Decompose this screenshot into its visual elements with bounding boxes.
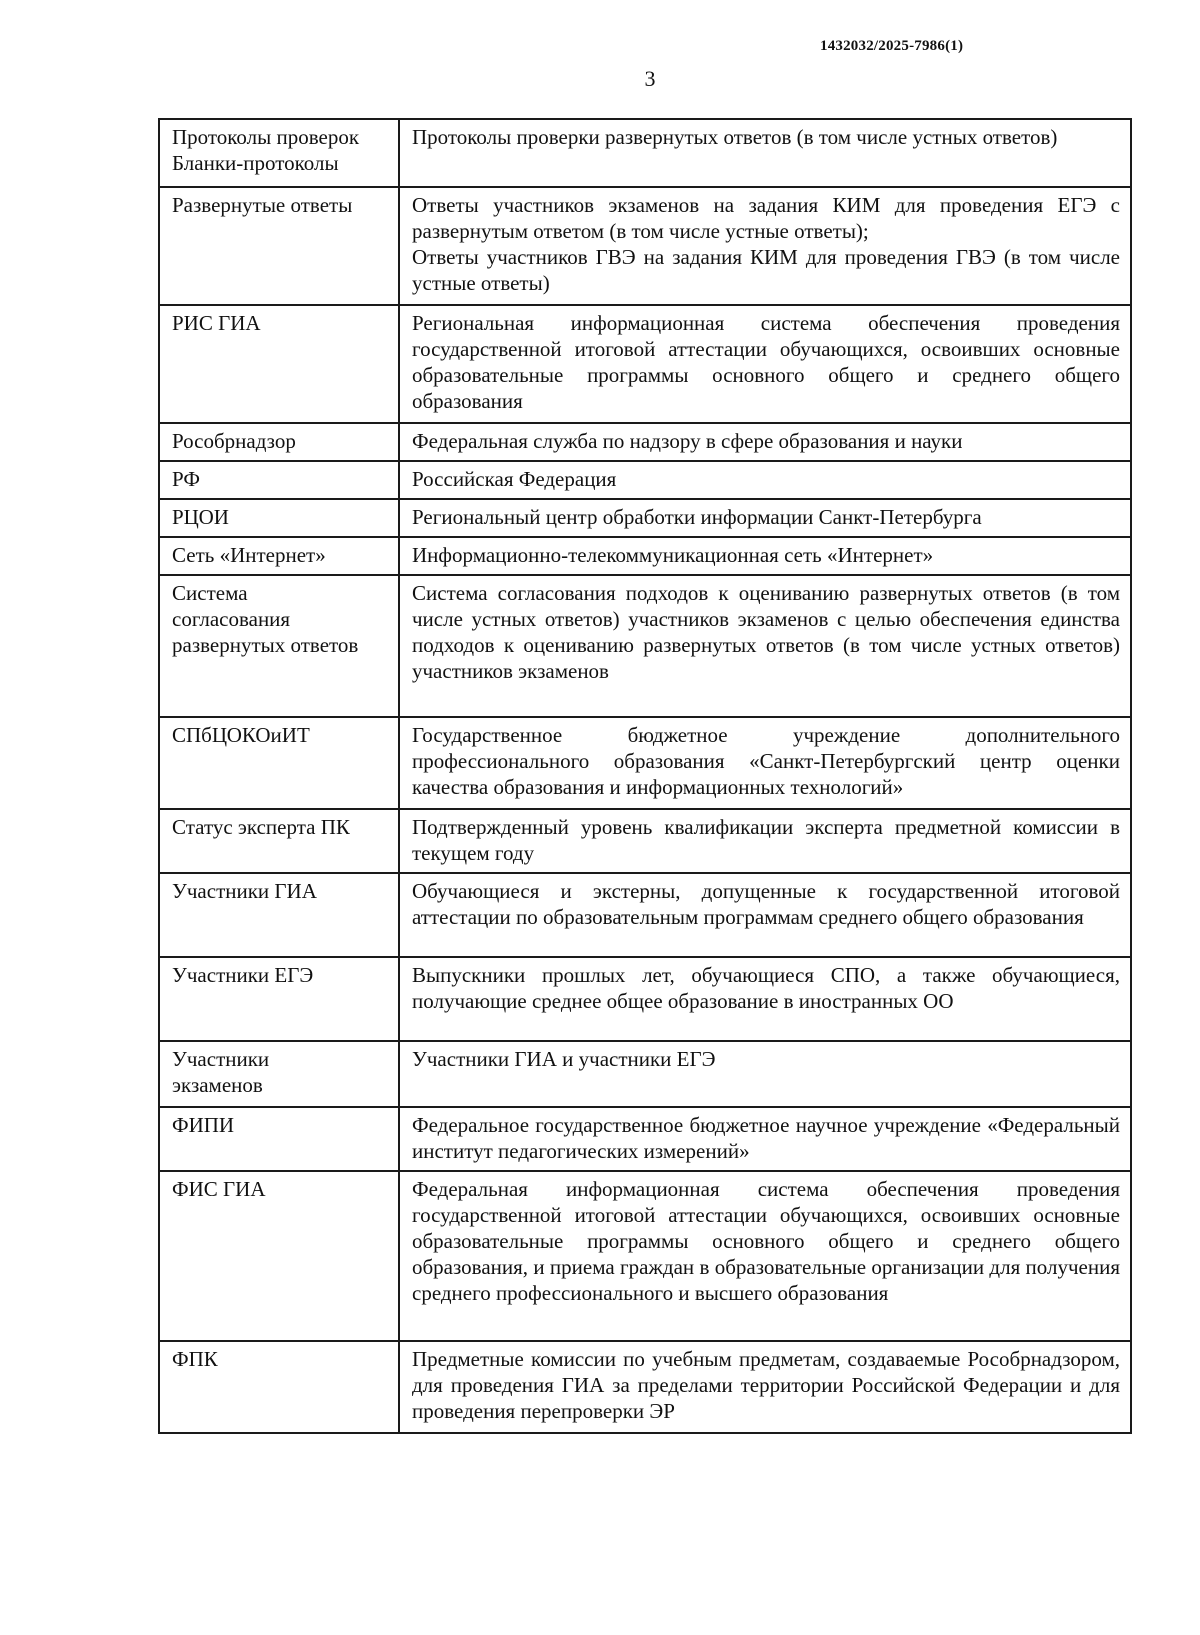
- term-cell: [159, 1041, 399, 1107]
- term-cell: [159, 957, 399, 1041]
- term-text: развернутых ответов: [172, 633, 359, 657]
- term-text: экзаменов: [172, 1073, 263, 1097]
- term-text: РЦОИ: [172, 505, 229, 529]
- table-row: [159, 1107, 1131, 1171]
- term-text: Участники ГИА: [172, 879, 317, 903]
- table-row: [159, 957, 1131, 1041]
- definition-text: Подтвержденный уровень квалификации эксперта предметной комиссии в текущем году: [412, 815, 1120, 865]
- definition-text: Информационно-телекоммуникационная сеть «Интернет»: [412, 543, 934, 567]
- definition-text: Выпускники прошлых лет, обучающиеся СПО, а также обучающиеся, получающие среднее общее образование в иностранных ОО: [412, 963, 1120, 1013]
- term-text: Бланки-протоколы: [172, 151, 339, 175]
- table-row: [159, 423, 1131, 461]
- definition-text: Российская Федерация: [412, 467, 617, 491]
- definition-text: Ответы участников ГВЭ на задания КИМ для проведения ГВЭ (в том числе устные ответы): [412, 245, 1120, 295]
- definition-cell: [399, 423, 1131, 461]
- definition-cell: [399, 1171, 1131, 1341]
- table-row: [159, 575, 1131, 717]
- definition-cell: [399, 537, 1131, 575]
- term-cell: [159, 461, 399, 499]
- definition-cell: [399, 1341, 1131, 1433]
- table-row: [159, 873, 1131, 957]
- definition-cell: [399, 187, 1131, 305]
- glossary-table: [158, 118, 1132, 1434]
- table-row: [159, 499, 1131, 537]
- table-row: [159, 461, 1131, 499]
- term-text: Статус эксперта ПК: [172, 815, 350, 839]
- document-id: 1432032/2025-7986(1): [820, 38, 964, 54]
- term-cell: [159, 119, 399, 187]
- term-text: ФИПИ: [172, 1113, 235, 1137]
- term-cell: [159, 1341, 399, 1433]
- term-text: Протоколы проверок: [172, 125, 360, 149]
- table-row: [159, 809, 1131, 873]
- term-text: РФ: [172, 467, 200, 491]
- term-text: ФПК: [172, 1347, 218, 1371]
- term-cell: [159, 575, 399, 717]
- term-cell: [159, 873, 399, 957]
- definition-cell: [399, 809, 1131, 873]
- term-text: Участники: [172, 1047, 270, 1071]
- table-row: [159, 537, 1131, 575]
- term-cell: [159, 423, 399, 461]
- term-cell: [159, 537, 399, 575]
- term-cell: [159, 1171, 399, 1341]
- definition-text: Обучающиеся и экстерны, допущенные к государственной итоговой аттестации по образовательным программам среднего общего образования: [412, 879, 1120, 929]
- definition-cell: [399, 499, 1131, 537]
- page-number: 3: [644, 66, 656, 91]
- table-row: [159, 119, 1131, 187]
- definition-cell: [399, 1107, 1131, 1171]
- term-text: Сеть «Интернет»: [172, 543, 326, 567]
- definition-cell: [399, 461, 1131, 499]
- term-text: СПбЦОКОиИТ: [172, 723, 310, 747]
- term-text: Развернутые ответы: [172, 193, 353, 217]
- definition-text: Система согласования подходов к оцениванию развернутых ответов (в том числе устных ответов) участников экзаменов с целью обеспечения единства подходов к оцениванию развернутых ответов (в том числе устных ответов) участников экзаменов: [412, 581, 1120, 683]
- definition-text: Государственное бюджетное учреждение дополнительного профессионального образования «Санкт-Петербургский центр оценки качества образования и информационных технологий»: [412, 723, 1120, 799]
- definition-text: Предметные комиссии по учебным предметам, создаваемые Рособрнадзором, для проведения ГИА за пределами территории Российской Федерации и для проведения перепроверки ЭР: [412, 1347, 1120, 1423]
- term-text: согласования: [172, 607, 291, 631]
- definition-cell: [399, 305, 1131, 423]
- term-text: Участники ЕГЭ: [172, 963, 314, 987]
- definition-text: Ответы участников экзаменов на задания КИМ для проведения ЕГЭ с развернутым ответом (в том числе устные ответы);: [412, 193, 1120, 243]
- term-text: Рособрнадзор: [172, 429, 296, 453]
- term-cell: [159, 1107, 399, 1171]
- definition-text: Федеральное государственное бюджетное научное учреждение «Федеральный институт педагогических измерений»: [412, 1113, 1120, 1163]
- term-cell: [159, 717, 399, 809]
- definition-text: Региональная информационная система обеспечения проведения государственной итоговой аттестации обучающихся, освоивших основные образовательные программы основного общего и среднего общего образования: [412, 311, 1120, 413]
- term-cell: [159, 187, 399, 305]
- table-row: [159, 1041, 1131, 1107]
- definition-cell: [399, 575, 1131, 717]
- term-text: ФИС ГИА: [172, 1177, 266, 1201]
- term-text: РИС ГИА: [172, 311, 261, 335]
- term-cell: [159, 305, 399, 423]
- table-row: [159, 1171, 1131, 1341]
- definition-cell: [399, 1041, 1131, 1107]
- definition-text: Участники ГИА и участники ЕГЭ: [412, 1047, 716, 1071]
- definition-text: Федеральная информационная система обеспечения проведения государственной итоговой аттестации обучающихся, освоивших основные образовательные программы основного общего и среднего общего образования, и приема граждан в образовательные организации для получения среднего профессионального и высшего образования: [412, 1177, 1120, 1305]
- definition-cell: [399, 957, 1131, 1041]
- term-text: Система: [172, 581, 248, 605]
- table-row: [159, 187, 1131, 305]
- definition-text: Федеральная служба по надзору в сфере образования и науки: [412, 429, 963, 453]
- definition-text: Региональный центр обработки информации Санкт-Петербурга: [412, 505, 982, 529]
- table-row: [159, 305, 1131, 423]
- definition-text: Протоколы проверки развернутых ответов (в том числе устных ответов): [412, 125, 1058, 149]
- table-row: [159, 717, 1131, 809]
- definition-cell: [399, 119, 1131, 187]
- term-cell: [159, 809, 399, 873]
- glossary-body: [159, 119, 1131, 1433]
- table-row: [159, 1341, 1131, 1433]
- term-cell: [159, 499, 399, 537]
- definition-cell: [399, 717, 1131, 809]
- definition-cell: [399, 873, 1131, 957]
